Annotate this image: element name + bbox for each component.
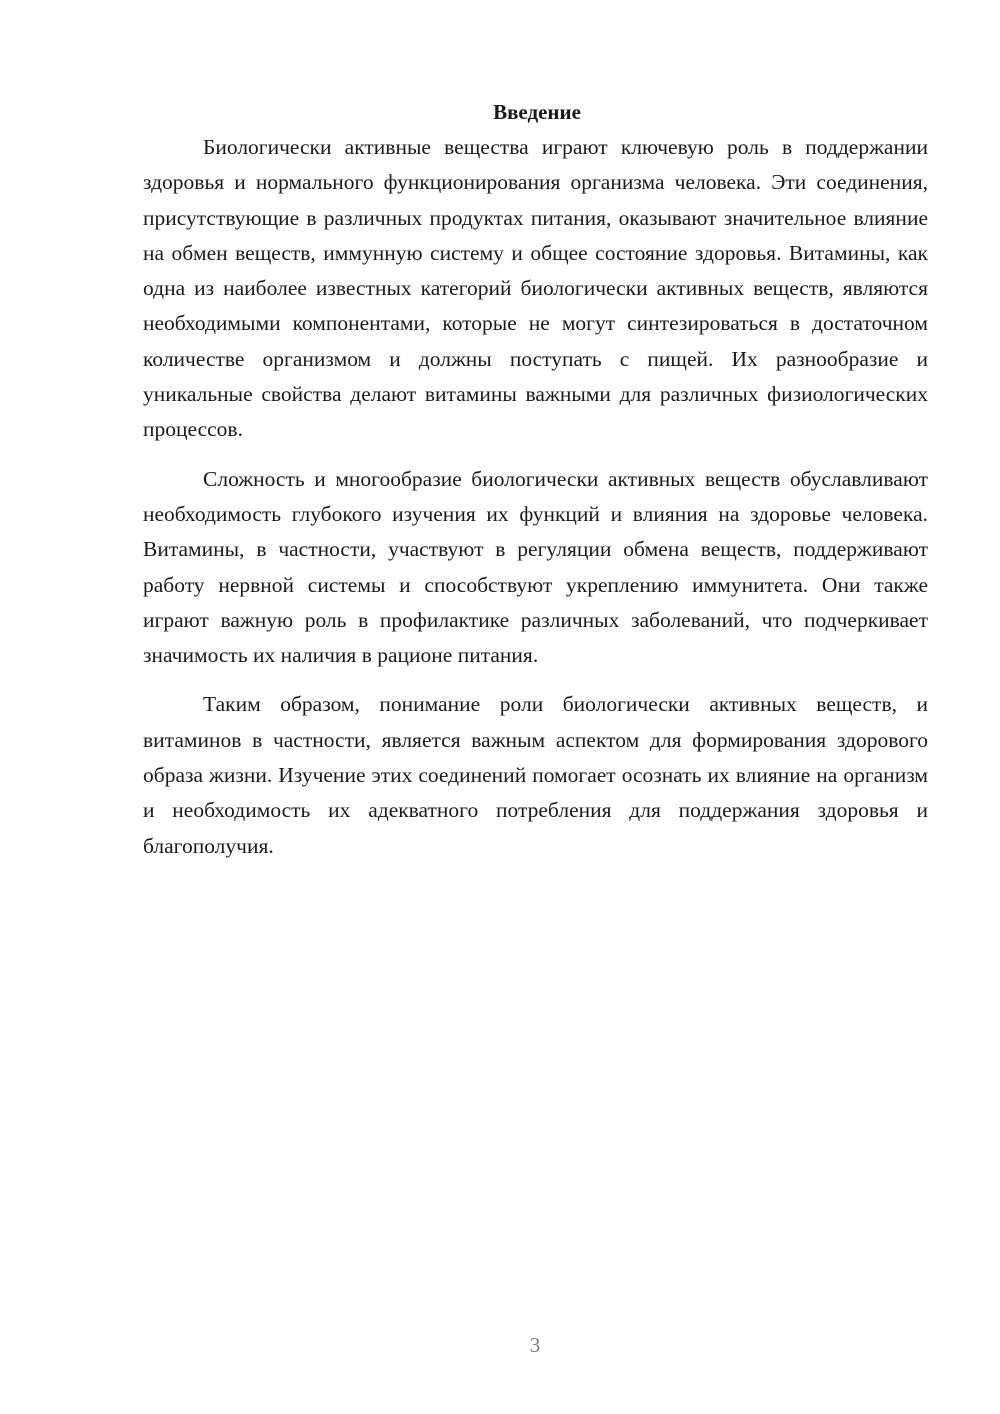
paragraph-3: Таким образом, понимание роли биологически активных веществ, и витаминов в частности, является важным аспектом для формирования здорового образа жизни. Изучение этих соединений помогает осознать их влияние на организм и необходимость их адекватного потребления для поддержания здоровья и благополучия. [143, 692, 928, 858]
paragraph-2: Сложность и многообразие биологически активных веществ обуславливают необходимость глубокого изучения их функций и влияния на здоровье человека. Витамины, в частности, участвуют в регуляции обмена веществ, поддерживают работу нервной системы и способствуют укреплению иммунитета. Они также играют важную роль в профилактике различных заболеваний, что подчеркивает значимость их наличия в рационе питания. [143, 466, 928, 668]
paragraph-1: Биологически активные вещества играют ключевую роль в поддержании здоровья и нормального функционирования организма человека. Эти соединения, присутствующие в различных продуктах питания, оказывают значительное влияние на обмен веществ, иммунную систему и общее состояние здоровья. Витамины, как одна из наиболее известных категорий биологически активных веществ, являются необходимыми компонентами, которые не могут синтезироваться в достаточном количестве организмом и должны поступать с пищей. Их разнообразие и уникальные свойства делают витамины важными для различных физиологических процессов. [143, 135, 928, 442]
page-content [143, 95, 928, 878]
section-heading: Введение [493, 100, 581, 124]
page-number: 3 [529, 1333, 541, 1357]
